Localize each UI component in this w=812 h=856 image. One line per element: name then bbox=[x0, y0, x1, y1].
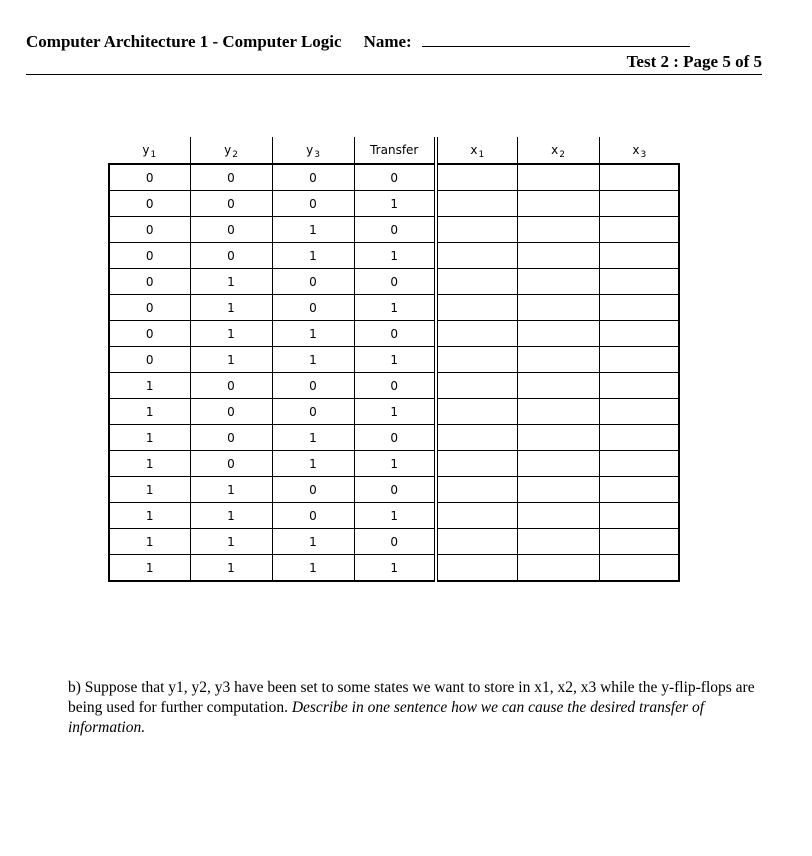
cell-transfer: 1 bbox=[354, 243, 436, 269]
cell-x3[interactable] bbox=[599, 269, 679, 295]
cell-transfer: 1 bbox=[354, 347, 436, 373]
cell-x1[interactable] bbox=[436, 217, 517, 243]
cell-y3: 1 bbox=[272, 347, 354, 373]
cell-x1[interactable] bbox=[436, 191, 517, 217]
table-row bbox=[109, 295, 679, 321]
cell-x2[interactable] bbox=[517, 347, 599, 373]
cell-x1[interactable] bbox=[436, 321, 517, 347]
cell-x1[interactable] bbox=[436, 399, 517, 425]
cell-transfer: 1 bbox=[354, 555, 436, 582]
table-header-row bbox=[109, 137, 679, 164]
question-b-instruction: Describe in one sentence how we can cause the desired transfer of information. bbox=[68, 699, 705, 736]
cell-x1[interactable] bbox=[436, 477, 517, 503]
cell-x2[interactable] bbox=[517, 191, 599, 217]
table-row bbox=[109, 503, 679, 529]
cell-y3: 1 bbox=[272, 321, 354, 347]
cell-x2[interactable] bbox=[517, 503, 599, 529]
name-label: Name: bbox=[363, 32, 412, 51]
cell-x3[interactable] bbox=[599, 503, 679, 529]
cell-y2: 1 bbox=[190, 503, 272, 529]
cell-y1: 0 bbox=[109, 164, 190, 191]
cell-x3[interactable] bbox=[599, 399, 679, 425]
cell-x3[interactable] bbox=[599, 477, 679, 503]
cell-transfer: 0 bbox=[354, 269, 436, 295]
cell-x2[interactable] bbox=[517, 321, 599, 347]
cell-x3[interactable] bbox=[599, 451, 679, 477]
question-b-text: b) Suppose that y1, y2, y3 have been set to some states we want to store in x1, x2, x3 while the y-flip-flops are being used for further computation. bbox=[68, 679, 755, 716]
cell-y2: 0 bbox=[190, 399, 272, 425]
cell-x3[interactable] bbox=[599, 425, 679, 451]
name-blank-line[interactable] bbox=[422, 32, 690, 47]
cell-transfer: 0 bbox=[354, 321, 436, 347]
table-row bbox=[109, 243, 679, 269]
cell-x1[interactable] bbox=[436, 451, 517, 477]
cell-y2: 0 bbox=[190, 425, 272, 451]
cell-transfer: 0 bbox=[354, 425, 436, 451]
header-rule bbox=[26, 74, 762, 75]
cell-y2: 1 bbox=[190, 529, 272, 555]
cell-transfer: 0 bbox=[354, 373, 436, 399]
cell-y3: 0 bbox=[272, 373, 354, 399]
header-y1: $y_1$ bbox=[109, 137, 190, 164]
cell-y3: 0 bbox=[272, 191, 354, 217]
cell-x3[interactable] bbox=[599, 164, 679, 191]
cell-x2[interactable] bbox=[517, 555, 599, 582]
cell-x1[interactable] bbox=[436, 555, 517, 582]
cell-transfer: 1 bbox=[354, 503, 436, 529]
cell-transfer: 0 bbox=[354, 477, 436, 503]
cell-transfer: 0 bbox=[354, 217, 436, 243]
cell-y2: 1 bbox=[190, 347, 272, 373]
cell-y1: 0 bbox=[109, 321, 190, 347]
cell-x1[interactable] bbox=[436, 243, 517, 269]
cell-x2[interactable] bbox=[517, 451, 599, 477]
cell-x2[interactable] bbox=[517, 529, 599, 555]
cell-y2: 0 bbox=[190, 451, 272, 477]
cell-x2[interactable] bbox=[517, 269, 599, 295]
cell-y2: 1 bbox=[190, 269, 272, 295]
cell-x2[interactable] bbox=[517, 399, 599, 425]
table-row bbox=[109, 164, 679, 191]
cell-y3: 1 bbox=[272, 425, 354, 451]
header-title-line bbox=[26, 32, 690, 52]
cell-y3: 0 bbox=[272, 477, 354, 503]
cell-transfer: 1 bbox=[354, 399, 436, 425]
cell-x3[interactable] bbox=[599, 373, 679, 399]
cell-y3: 0 bbox=[272, 269, 354, 295]
table-row bbox=[109, 269, 679, 295]
cell-y1: 1 bbox=[109, 425, 190, 451]
cell-x3[interactable] bbox=[599, 321, 679, 347]
table-row bbox=[109, 191, 679, 217]
cell-y1: 0 bbox=[109, 347, 190, 373]
table-row bbox=[109, 373, 679, 399]
cell-y3: 0 bbox=[272, 399, 354, 425]
cell-x2[interactable] bbox=[517, 295, 599, 321]
cell-y2: 0 bbox=[190, 164, 272, 191]
table-row bbox=[109, 555, 679, 582]
cell-y3: 1 bbox=[272, 451, 354, 477]
cell-y3: 1 bbox=[272, 555, 354, 582]
cell-y2: 1 bbox=[190, 477, 272, 503]
cell-x2[interactable] bbox=[517, 477, 599, 503]
cell-y1: 0 bbox=[109, 295, 190, 321]
cell-x3[interactable] bbox=[599, 191, 679, 217]
header-x1: $x_1$ bbox=[436, 137, 517, 164]
cell-x3[interactable] bbox=[599, 347, 679, 373]
cell-x1[interactable] bbox=[436, 425, 517, 451]
cell-y1: 0 bbox=[109, 217, 190, 243]
cell-x1[interactable] bbox=[436, 503, 517, 529]
table-row bbox=[109, 399, 679, 425]
cell-x3[interactable] bbox=[599, 555, 679, 582]
cell-y2: 0 bbox=[190, 191, 272, 217]
truth-table bbox=[108, 137, 680, 582]
cell-y1: 1 bbox=[109, 451, 190, 477]
cell-x3[interactable] bbox=[599, 295, 679, 321]
cell-y3: 0 bbox=[272, 503, 354, 529]
cell-x1[interactable] bbox=[436, 373, 517, 399]
cell-x2[interactable] bbox=[517, 217, 599, 243]
cell-x3[interactable] bbox=[599, 529, 679, 555]
table-row bbox=[109, 321, 679, 347]
cell-y1: 0 bbox=[109, 269, 190, 295]
cell-transfer: 1 bbox=[354, 191, 436, 217]
cell-y1: 1 bbox=[109, 555, 190, 582]
cell-y2: 1 bbox=[190, 321, 272, 347]
page-indicator: Test 2 : Page 5 of 5 bbox=[626, 52, 762, 71]
cell-y2: 0 bbox=[190, 217, 272, 243]
cell-y1: 0 bbox=[109, 191, 190, 217]
table-row bbox=[109, 347, 679, 373]
header-x2: $x_2$ bbox=[517, 137, 599, 164]
page-header bbox=[26, 32, 762, 76]
cell-x1[interactable] bbox=[436, 295, 517, 321]
course-title: Computer Architecture 1 - Computer Logic bbox=[26, 32, 342, 51]
header-y3: $y_3$ bbox=[272, 137, 354, 164]
table-row bbox=[109, 477, 679, 503]
cell-y3: 1 bbox=[272, 243, 354, 269]
table-row bbox=[109, 529, 679, 555]
cell-x1[interactable] bbox=[436, 164, 517, 191]
cell-y1: 1 bbox=[109, 477, 190, 503]
cell-y2: 1 bbox=[190, 295, 272, 321]
cell-transfer: 1 bbox=[354, 451, 436, 477]
cell-y3: 0 bbox=[272, 295, 354, 321]
cell-y1: 1 bbox=[109, 399, 190, 425]
question-b bbox=[68, 678, 768, 738]
cell-x2[interactable] bbox=[517, 425, 599, 451]
table-body bbox=[109, 164, 679, 581]
cell-x1[interactable] bbox=[436, 347, 517, 373]
cell-y3: 1 bbox=[272, 217, 354, 243]
table-row bbox=[109, 425, 679, 451]
cell-x2[interactable] bbox=[517, 164, 599, 191]
cell-x1[interactable] bbox=[436, 269, 517, 295]
cell-y1: 1 bbox=[109, 373, 190, 399]
cell-x3[interactable] bbox=[599, 243, 679, 269]
cell-x1[interactable] bbox=[436, 529, 517, 555]
header-y2: $y_2$ bbox=[190, 137, 272, 164]
cell-x2[interactable] bbox=[517, 243, 599, 269]
cell-y1: 1 bbox=[109, 529, 190, 555]
header-transfer: Transfer bbox=[354, 137, 436, 164]
cell-transfer: 0 bbox=[354, 164, 436, 191]
cell-y3: 0 bbox=[272, 164, 354, 191]
cell-transfer: 1 bbox=[354, 295, 436, 321]
cell-x2[interactable] bbox=[517, 373, 599, 399]
cell-y1: 0 bbox=[109, 243, 190, 269]
cell-transfer: 0 bbox=[354, 529, 436, 555]
cell-x3[interactable] bbox=[599, 217, 679, 243]
cell-y1: 1 bbox=[109, 503, 190, 529]
cell-y3: 1 bbox=[272, 529, 354, 555]
table-row bbox=[109, 451, 679, 477]
cell-y2: 1 bbox=[190, 555, 272, 582]
cell-y2: 0 bbox=[190, 373, 272, 399]
cell-y2: 0 bbox=[190, 243, 272, 269]
table-row bbox=[109, 217, 679, 243]
header-x3: $x_3$ bbox=[599, 137, 679, 164]
